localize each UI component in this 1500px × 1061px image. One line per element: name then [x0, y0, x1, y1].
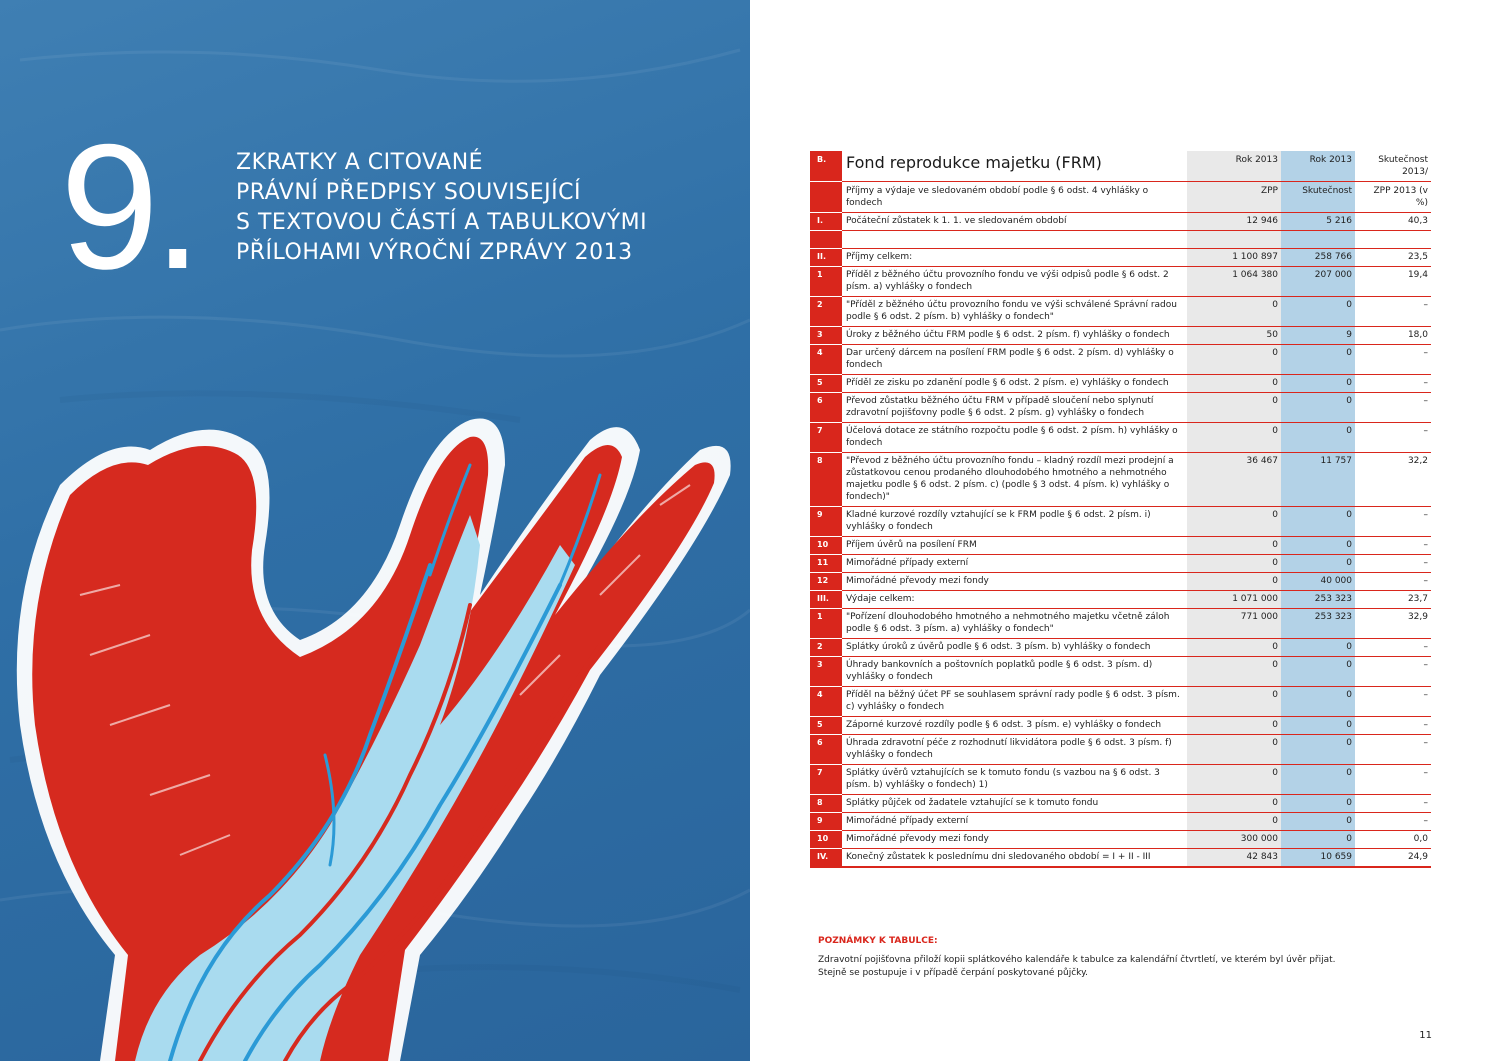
row-actual-value: 258 766 [1281, 249, 1355, 267]
row-number: 9 [810, 507, 842, 537]
row-percent-value: – [1355, 573, 1431, 591]
table-row [810, 831, 1431, 849]
row-description: Příjem úvěrů na posílení FRM [842, 537, 1187, 555]
row-zpp-value: 0 [1187, 507, 1281, 537]
notes-title: POZNÁMKY K TABULCE: [818, 936, 938, 946]
row-zpp-value: 0 [1187, 717, 1281, 735]
table-row [810, 717, 1431, 735]
table-row [810, 639, 1431, 657]
row-number: 1 [810, 609, 842, 639]
row-zpp-value: 0 [1187, 375, 1281, 393]
row-number: 5 [810, 375, 842, 393]
row-actual-value: 253 323 [1281, 609, 1355, 639]
row-number: 3 [810, 327, 842, 345]
spacer-cell [1187, 231, 1281, 249]
row-percent-value: – [1355, 687, 1431, 717]
spacer-cell [1355, 231, 1431, 249]
row-number: 2 [810, 639, 842, 657]
row-number: 8 [810, 795, 842, 813]
row-number: 4 [810, 345, 842, 375]
table-row [810, 267, 1431, 297]
col-header-actual: Skutečnost [1281, 182, 1355, 213]
row-percent-value: – [1355, 393, 1431, 423]
row-percent-value: – [1355, 657, 1431, 687]
row-description: Splátky půjček od žadatele vztahující se k tomuto fondu [842, 795, 1187, 813]
row-percent-value: 40,3 [1355, 213, 1431, 231]
row-percent-value: – [1355, 297, 1431, 327]
table-row [810, 213, 1431, 231]
row-zpp-value: 42 843 [1187, 849, 1281, 868]
table-row [810, 657, 1431, 687]
row-description: Konečný zůstatek k poslednímu dni sledovaného období = I + II - III [842, 849, 1187, 868]
section-label: B. [810, 151, 842, 182]
row-description: Splátky úvěrů vztahujících se k tomuto fondu (s vazbou na § 6 odst. 3 písm. b) vyhlášky o fondech) 1) [842, 765, 1187, 795]
row-zpp-value: 0 [1187, 765, 1281, 795]
chapter-title-line: PRÁVNÍ PŘEDPISY SOUVISEJÍCÍ [236, 180, 581, 205]
row-zpp-value: 0 [1187, 393, 1281, 423]
table-row [810, 795, 1431, 813]
page-number: 11 [1419, 1030, 1432, 1041]
row-actual-value: 40 000 [1281, 573, 1355, 591]
table-notes [818, 936, 1438, 980]
row-description: Příděl z běžného účtu provozního fondu ve výši odpisů podle § 6 odst. 2 písm. a) vyhlášky o fondech [842, 267, 1187, 297]
row-actual-value: 0 [1281, 345, 1355, 375]
table-row [810, 507, 1431, 537]
row-percent-value: – [1355, 735, 1431, 765]
row-percent-value: – [1355, 639, 1431, 657]
row-zpp-value: 0 [1187, 573, 1281, 591]
table-row [810, 327, 1431, 345]
frm-table [810, 151, 1431, 868]
row-percent-value: – [1355, 345, 1431, 375]
row-actual-value: 0 [1281, 717, 1355, 735]
row-percent-value: – [1355, 507, 1431, 537]
row-percent-value: – [1355, 765, 1431, 795]
row-actual-value: 0 [1281, 687, 1355, 717]
row-actual-value: 0 [1281, 639, 1355, 657]
col-header-ratio: Skutečnost 2013/ [1355, 151, 1431, 182]
row-description: Kladné kurzové rozdíly vztahující se k FRM podle § 6 odst. 2 písm. i) vyhlášky o fondech [842, 507, 1187, 537]
row-zpp-value: 0 [1187, 735, 1281, 765]
table-row [810, 765, 1431, 795]
table-row [810, 813, 1431, 831]
table-row [810, 609, 1431, 639]
row-zpp-value: 1 071 000 [1187, 591, 1281, 609]
row-description: Převod zůstatku běžného účtu FRM v případě sloučení nebo splynutí zdravotní pojišťovny podle § 6 odst. 2 písm. g) vyhlášky o fondech [842, 393, 1187, 423]
row-percent-value: 19,4 [1355, 267, 1431, 297]
row-zpp-value: 300 000 [1187, 831, 1281, 849]
table-row [810, 687, 1431, 717]
row-zpp-value: 50 [1187, 327, 1281, 345]
chapter-title [236, 148, 716, 268]
row-description: Úhrada zdravotní péče z rozhodnutí likvidátora podle § 6 odst. 3 písm. f) vyhlášky o fondech [842, 735, 1187, 765]
row-zpp-value: 0 [1187, 639, 1281, 657]
row-description: "Příděl z běžného účtu provozního fondu ve výši schválené Správní radou podle § 6 odst. 2 písm. b) vyhlášky o fondech" [842, 297, 1187, 327]
row-zpp-value: 0 [1187, 813, 1281, 831]
chapter-title-line: ZKRATKY A CITOVANÉ [236, 150, 484, 175]
row-number: 7 [810, 423, 842, 453]
row-description: Příděl ze zisku po zdanění podle § 6 odst. 2 písm. e) vyhlášky o fondech [842, 375, 1187, 393]
row-percent-value: 32,9 [1355, 609, 1431, 639]
row-actual-value: 0 [1281, 831, 1355, 849]
row-actual-value: 0 [1281, 297, 1355, 327]
row-percent-value: – [1355, 795, 1431, 813]
row-description: "Pořízení dlouhodobého hmotného a nehmotného majetku včetně záloh podle § 6 odst. 3 písm. a) vyhlášky o fondech" [842, 609, 1187, 639]
row-number: 10 [810, 831, 842, 849]
row-description: Počáteční zůstatek k 1. 1. ve sledovaném období [842, 213, 1187, 231]
row-number: 5 [810, 717, 842, 735]
col-header-percent: ZPP 2013 (v %) [1355, 182, 1431, 213]
row-zpp-value: 0 [1187, 555, 1281, 573]
table-row [810, 453, 1431, 507]
row-number: 1 [810, 267, 842, 297]
row-number: 4 [810, 687, 842, 717]
row-percent-value: 18,0 [1355, 327, 1431, 345]
row-number: 6 [810, 735, 842, 765]
row-percent-value: – [1355, 423, 1431, 453]
row-description: Mimořádné případy externí [842, 813, 1187, 831]
row-number: 12 [810, 573, 842, 591]
col-header-actual-year: Rok 2013 [1281, 151, 1355, 182]
table-row [810, 345, 1431, 375]
row-zpp-value: 1 100 897 [1187, 249, 1281, 267]
chapter-number: 9. [60, 107, 197, 306]
table-row [810, 537, 1431, 555]
spacer-cell [1281, 231, 1355, 249]
table-page [750, 0, 1500, 1061]
table-row [810, 735, 1431, 765]
row-percent-value: 23,5 [1355, 249, 1431, 267]
row-description: "Převod z běžného účtu provozního fondu – kladný rozdíl mezi prodejní a zůstatkovou cenou prodaného dlouhodobého hmotného a nehmotného majetku podle § 6 odst. 2 písm. c) (podle § 3 odst. 4 písm. k) vyhlášky o fondech)" [842, 453, 1187, 507]
row-actual-value: 0 [1281, 393, 1355, 423]
spacer-cell [842, 231, 1187, 249]
row-actual-value: 0 [1281, 795, 1355, 813]
row-actual-value: 10 659 [1281, 849, 1355, 868]
row-description: Úhrady bankovních a poštovních poplatků podle § 6 odst. 3 písm. d) vyhlášky o fondech [842, 657, 1187, 687]
table-title: Fond reprodukce majetku (FRM) [842, 151, 1187, 182]
table-row [810, 297, 1431, 327]
row-description: Mimořádné převody mezi fondy [842, 573, 1187, 591]
table-row [810, 555, 1431, 573]
chapter-title-line: S TEXTOVOU ČÁSTÍ A TABULKOVÝMI [236, 210, 648, 235]
row-percent-value: – [1355, 537, 1431, 555]
row-number: 9 [810, 813, 842, 831]
row-zpp-value: 0 [1187, 345, 1281, 375]
row-zpp-value: 771 000 [1187, 609, 1281, 639]
row-actual-value: 5 216 [1281, 213, 1355, 231]
col-header-zpp: ZPP [1187, 182, 1281, 213]
table-header-row [810, 151, 1431, 182]
row-actual-value: 0 [1281, 537, 1355, 555]
row-number [810, 182, 842, 213]
row-number: 2 [810, 297, 842, 327]
chapter-title-line: PŘÍLOHAMI VÝROČNÍ ZPRÁVY 2013 [236, 240, 633, 265]
row-actual-value: 253 323 [1281, 591, 1355, 609]
row-number: 6 [810, 393, 842, 423]
notes-line: Stejně se postupuje i v případě čerpání poskytované půjčky. [818, 968, 1088, 978]
row-percent-value: 32,2 [1355, 453, 1431, 507]
hand-illustration [0, 395, 750, 1061]
table-row [810, 375, 1431, 393]
notes-line: Zdravotní pojišťovna přiloží kopii splátkového kalendáře k tabulce za kalendářní čtvrtletí, ve kterém byl úvěr přijat. [818, 955, 1336, 965]
row-description: Dar určený dárcem na posílení FRM podle § 6 odst. 2 písm. d) vyhlášky o fondech [842, 345, 1187, 375]
table-row [810, 591, 1431, 609]
row-description: Účelová dotace ze státního rozpočtu podle § 6 odst. 2 písm. h) vyhlášky o fondech [842, 423, 1187, 453]
table-row [810, 249, 1431, 267]
row-actual-value: 0 [1281, 735, 1355, 765]
row-actual-value: 9 [1281, 327, 1355, 345]
row-zpp-value: 0 [1187, 537, 1281, 555]
row-zpp-value: 0 [1187, 687, 1281, 717]
table-row [810, 393, 1431, 423]
row-percent-value: – [1355, 555, 1431, 573]
col-header-zpp-year: Rok 2013 [1187, 151, 1281, 182]
row-description: Úroky z běžného účtu FRM podle § 6 odst. 2 písm. f) vyhlášky o fondech [842, 327, 1187, 345]
row-description: Příjmy celkem: [842, 249, 1187, 267]
row-number: I. [810, 213, 842, 231]
row-percent-value: 0,0 [1355, 831, 1431, 849]
row-percent-value: – [1355, 375, 1431, 393]
notes-text [818, 954, 1438, 980]
row-zpp-value: 0 [1187, 297, 1281, 327]
row-zpp-value: 1 064 380 [1187, 267, 1281, 297]
table-row [810, 849, 1431, 868]
row-description: Příděl na běžný účet PF se souhlasem správní rady podle § 6 odst. 3 písm. c) vyhlášky o fondech [842, 687, 1187, 717]
row-actual-value: 11 757 [1281, 453, 1355, 507]
table-subheader-row [810, 182, 1431, 213]
row-actual-value: 207 000 [1281, 267, 1355, 297]
row-number: 7 [810, 765, 842, 795]
row-zpp-value: 0 [1187, 657, 1281, 687]
row-zpp-value: 36 467 [1187, 453, 1281, 507]
spacer-cell [810, 231, 842, 249]
row-number: II. [810, 249, 842, 267]
row-zpp-value: 12 946 [1187, 213, 1281, 231]
row-number: 8 [810, 453, 842, 507]
row-number: III. [810, 591, 842, 609]
row-zpp-value: 0 [1187, 795, 1281, 813]
row-actual-value: 0 [1281, 765, 1355, 795]
row-actual-value: 0 [1281, 657, 1355, 687]
table-row [810, 423, 1431, 453]
row-percent-value: – [1355, 813, 1431, 831]
row-actual-value: 0 [1281, 375, 1355, 393]
row-actual-value: 0 [1281, 507, 1355, 537]
row-actual-value: 0 [1281, 813, 1355, 831]
row-description: Mimořádné případy externí [842, 555, 1187, 573]
row-actual-value: 0 [1281, 423, 1355, 453]
row-zpp-value: 0 [1187, 423, 1281, 453]
row-description: Výdaje celkem: [842, 591, 1187, 609]
row-number: 10 [810, 537, 842, 555]
table-row [810, 573, 1431, 591]
spacer-row [810, 231, 1431, 249]
row-description: Mimořádné převody mezi fondy [842, 831, 1187, 849]
table-subtitle: Příjmy a výdaje ve sledovaném období podle § 6 odst. 4 vyhlášky o fondech [842, 182, 1187, 213]
row-number: 11 [810, 555, 842, 573]
row-percent-value: 24,9 [1355, 849, 1431, 868]
row-number: IV. [810, 849, 842, 868]
row-percent-value: – [1355, 717, 1431, 735]
row-description: Záporné kurzové rozdíly podle § 6 odst. 3 písm. e) vyhlášky o fondech [842, 717, 1187, 735]
row-actual-value: 0 [1281, 555, 1355, 573]
row-number: 3 [810, 657, 842, 687]
row-description: Splátky úroků z úvěrů podle § 6 odst. 3 písm. b) vyhlášky o fondech [842, 639, 1187, 657]
row-percent-value: 23,7 [1355, 591, 1431, 609]
